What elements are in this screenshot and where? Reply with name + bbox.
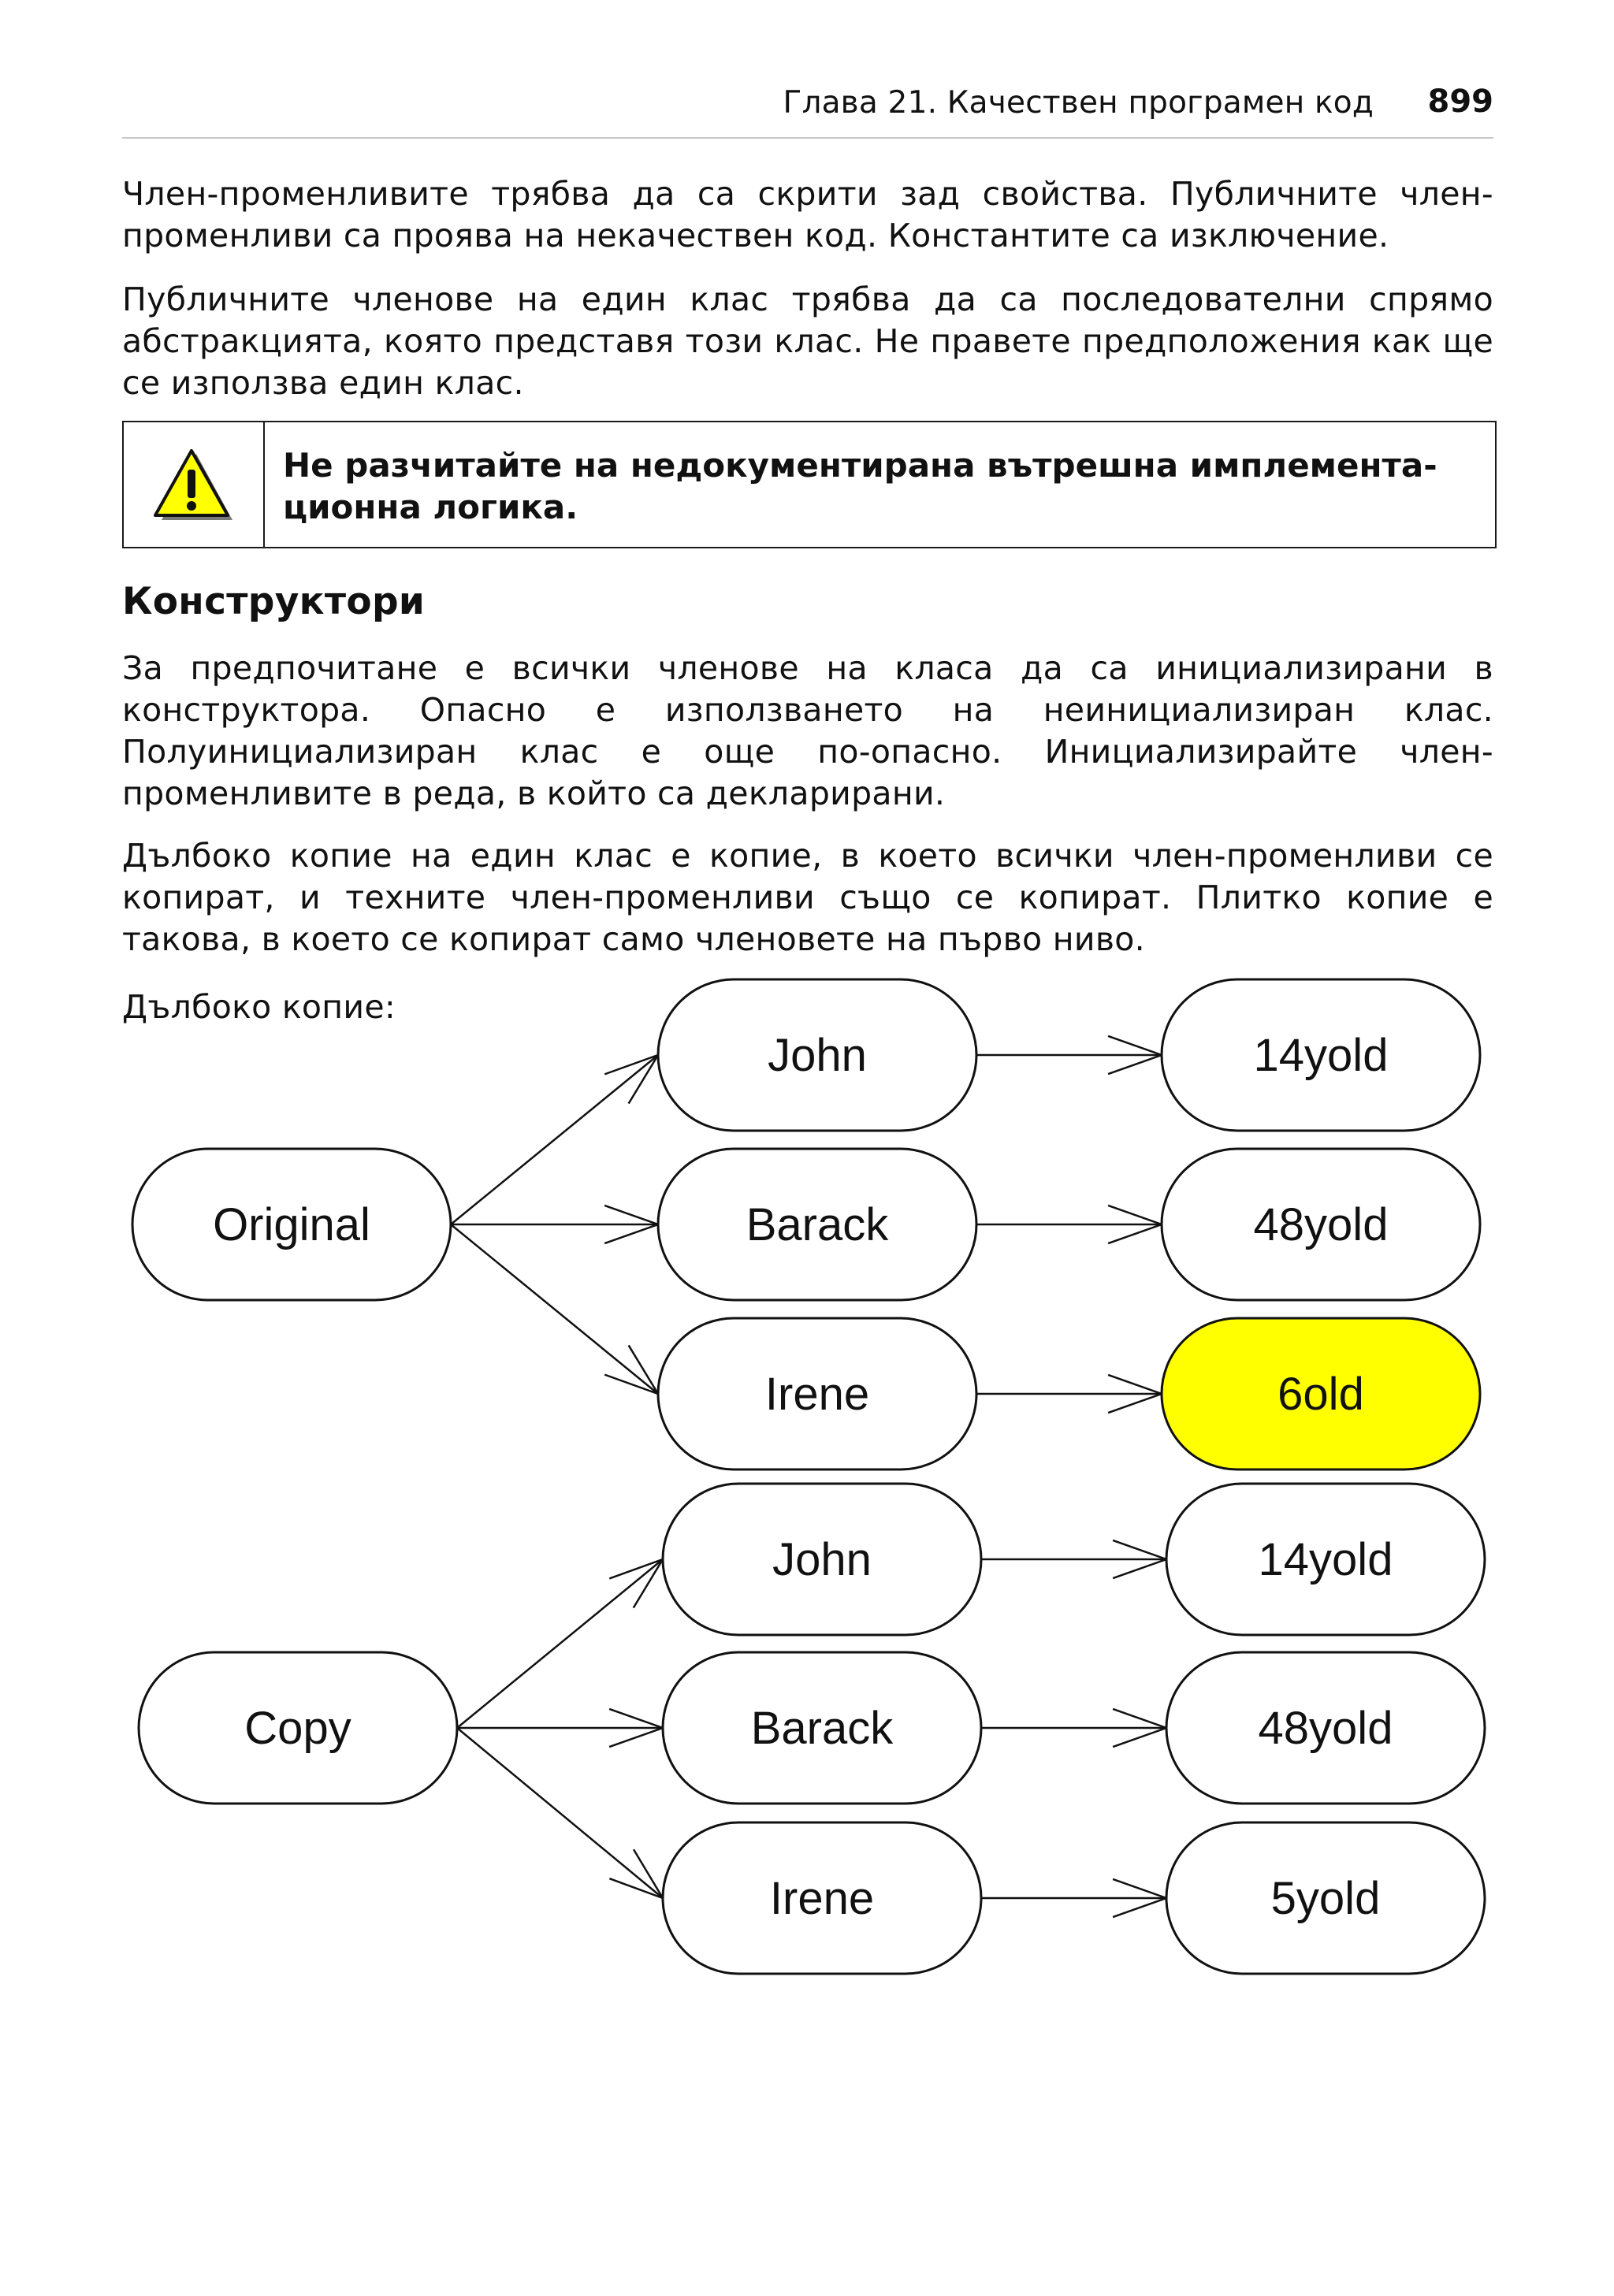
chapter-title: Глава 21. Качествен програмен код (783, 85, 1374, 121)
copy-john-edge (457, 1559, 663, 1728)
copy-irene-node-label: Irene (769, 1873, 875, 1924)
original-john-edge (451, 1055, 658, 1224)
copy-root-node-label: Copy (244, 1703, 351, 1754)
page-number: 899 (1427, 84, 1493, 120)
paragraph-public-members: Публичните членове на един клас трябва да са последователни спрямо абстракцията, която представя този клас. Не правете предположения как ще се използва един клас. (122, 280, 1493, 402)
original-barack-node-label: Barack (746, 1199, 889, 1250)
copy-barack-node-label: Barack (750, 1703, 894, 1754)
original-john-node-label: John (768, 1030, 867, 1081)
paragraph-member-variables: Член-променливите трябва да са скрити зад свойства. Публичните член-променливи са проява на некачествен код. Константите са изключение. (122, 175, 1493, 254)
original-john-value-node-label: 14yold (1253, 1030, 1389, 1081)
paragraph-constructors: За предпочитане е всички членове на класа да са инициализирани в конструктора. Опасно е използването на неинициализиран клас. Полуинициализиран клас е още по-опасно. Инициализирайте член-променливите в реда, в който са декларирани. (122, 649, 1493, 812)
copy-john-node-label: John (772, 1534, 872, 1585)
copy-irene-edge (457, 1728, 663, 1898)
warning-text-line1: Не разчитайте на недокументирана вътрешна имплемента- (283, 446, 1437, 485)
warning-text-line2: ционна логика. (283, 488, 578, 526)
copy-irene-value-node-label: 5yold (1270, 1873, 1381, 1924)
original-irene-edge (451, 1224, 658, 1394)
original-barack-value-node-label: 48yold (1253, 1199, 1389, 1250)
section-heading: Конструктори (122, 580, 426, 623)
paragraph-deep-copy: Дълбоко копие на един клас е копие, в което всички член-променливи се копират, и техните член-променливи също се копират. Плитко копие е такова, в което се копират само членовете на първо ниво. (122, 837, 1493, 958)
copy-john-value-node-label: 14yold (1258, 1534, 1393, 1585)
original-irene-node-label: Irene (764, 1369, 870, 1420)
original-irene-value-node-label: 6old (1277, 1369, 1364, 1420)
paragraph-deep-copy-label: Дълбоко копие: (122, 988, 396, 1026)
original-root-node-label: Original (213, 1199, 370, 1250)
copy-barack-value-node-label: 48yold (1258, 1703, 1393, 1754)
